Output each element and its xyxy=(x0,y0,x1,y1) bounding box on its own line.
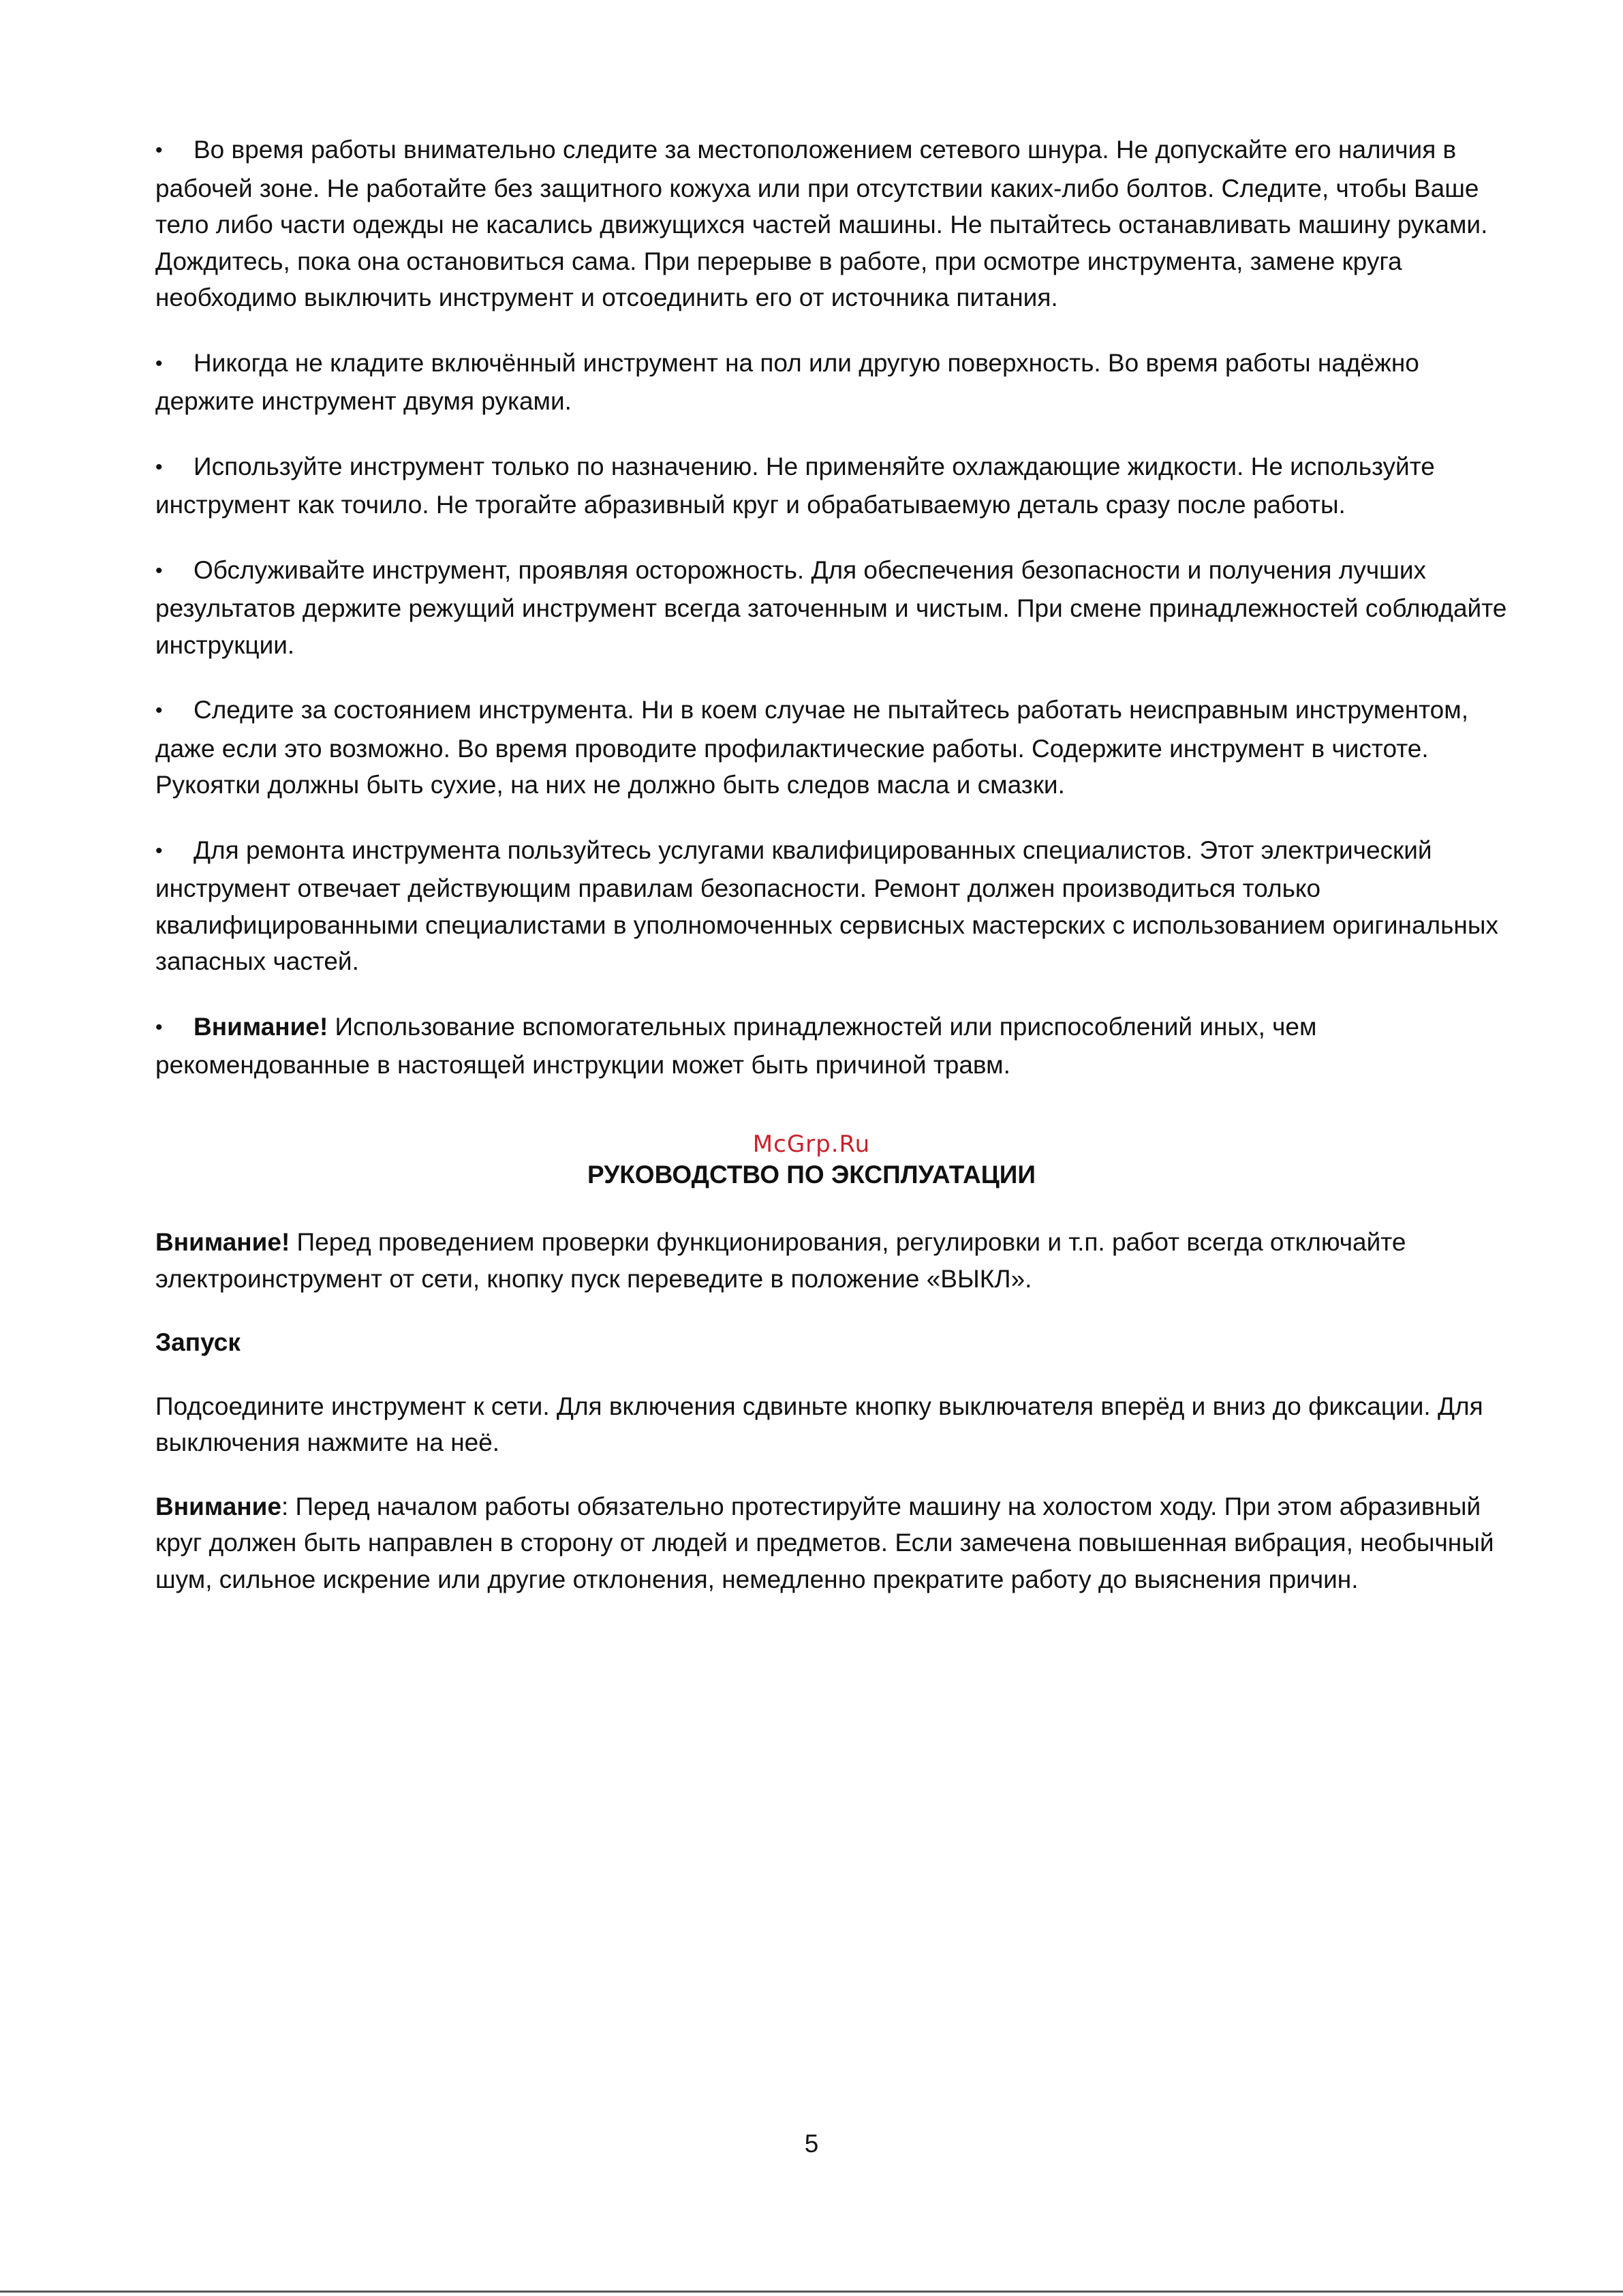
safety-bullet-list xyxy=(155,132,1511,1112)
start-paragraph: Подсоедините инструмент к сети. Для включения сдвиньте кнопку выключателя вперёд и вниз до фиксации. Для выключения нажмите на неё. xyxy=(155,1392,1483,1456)
bullet-text: Используйте инструмент только по назначению. Не применяйте охлаждающие жидкости. Не используйте инструмент как точило. Не трогайте абразивный круг и обрабатываемую деталь сразу после работы. xyxy=(155,452,1435,519)
bullet-icon: • xyxy=(155,699,163,722)
start-heading: Запуск xyxy=(155,1328,241,1356)
bullet-text: Никогда не кладите включённый инструмент на пол или другую поверхность. Во время работы надёжно держите инструмент двумя руками. xyxy=(155,348,1419,415)
bullet-item-cord xyxy=(155,132,1511,316)
bullet-icon: • xyxy=(155,455,163,478)
bullet-text: Для ремонта инструмента пользуйтесь услугами квалифицированных специалистов. Этот электрический инструмент отвечает действующим правилам безопасности. Ремонт должен производиться только квалифицированными специалистами в уполномоченных сервисных мастерских с использованием оригинальных запасных частей. xyxy=(155,836,1498,975)
operation-section xyxy=(155,1224,1511,1625)
bullet-item-maintenance xyxy=(155,552,1511,664)
attention-label: Внимание! xyxy=(194,1012,328,1041)
bullet-text: Следите за состоянием инструмента. Ни в коем случае не пытайтесь работать неисправным инструментом, даже если это возможно. Во время проводите профилактические работы. Содержите инструмент в чистоте. Рукоятки должны быть сухие, на них не должно быть следов масла и смазки. xyxy=(155,696,1468,799)
page-number: 5 xyxy=(804,2130,819,2158)
warning-label: Внимание! xyxy=(155,1228,290,1256)
bullet-item-attention xyxy=(155,1009,1511,1084)
watermark: McGrp.Ru xyxy=(752,1131,871,1158)
warning-label: Внимание xyxy=(155,1492,281,1520)
bullet-item-purpose xyxy=(155,448,1511,523)
bullet-icon: • xyxy=(155,559,163,582)
warning-paragraph xyxy=(155,1224,1511,1297)
bullet-item-condition xyxy=(155,692,1511,803)
bullet-icon: • xyxy=(155,352,163,375)
bullet-text: Использование вспомогательных принадлежностей или приспособлений иных, чем рекомендованные в настоящей инструкции может быть причиной травм. xyxy=(155,1012,1317,1079)
bullet-text: Во время работы внимательно следите за местоположением сетевого шнура. Не допускайте его наличия в рабочей зоне. Не работайте без защитного кожуха или при отсутствии каких-либо болтов. Следите, чтобы Ваше тело либо части одежды не касались движущихся частей машины. Не пытайтесь останавливать машину руками. Дождитесь, пока она остановиться сама. При перерыве в работе, при осмотре инструмента, замене круга необходимо выключить инструмент и отсоединить его от источника питания. xyxy=(155,136,1488,311)
bullet-item-floor xyxy=(155,345,1511,420)
bullet-icon: • xyxy=(155,839,163,862)
section-heading: РУКОВОДСТВО ПО ЭКСПЛУАТАЦИИ xyxy=(587,1161,1036,1189)
bullet-icon: • xyxy=(155,1015,163,1039)
warning-text: Перед проведением проверки функционирования, регулировки и т.п. работ всегда отключайте электроинструмент от сети, кнопку пуск переведите в положение «ВЫКЛ». xyxy=(155,1228,1406,1293)
bullet-icon: • xyxy=(155,139,163,162)
test-warning-paragraph xyxy=(155,1488,1511,1598)
bullet-item-repair xyxy=(155,832,1511,980)
warning-text: : Перед началом работы обязательно протестируйте машину на холостом ходу. При этом абразивный круг должен быть направлен в сторону от людей и предметов. Если замечена повышенная вибрация, необычный шум, сильное искрение или другие отклонения, немедленно прекратите работу до выяснения причин. xyxy=(155,1492,1494,1593)
page-bottom-divider xyxy=(0,2291,1623,2293)
bullet-text: Обслуживайте инструмент, проявляя осторожность. Для обеспечения безопасности и получения лучших результатов держите режущий инструмент всегда заточенным и чистым. При смене принадлежностей соблюдайте инструкции. xyxy=(155,555,1507,659)
